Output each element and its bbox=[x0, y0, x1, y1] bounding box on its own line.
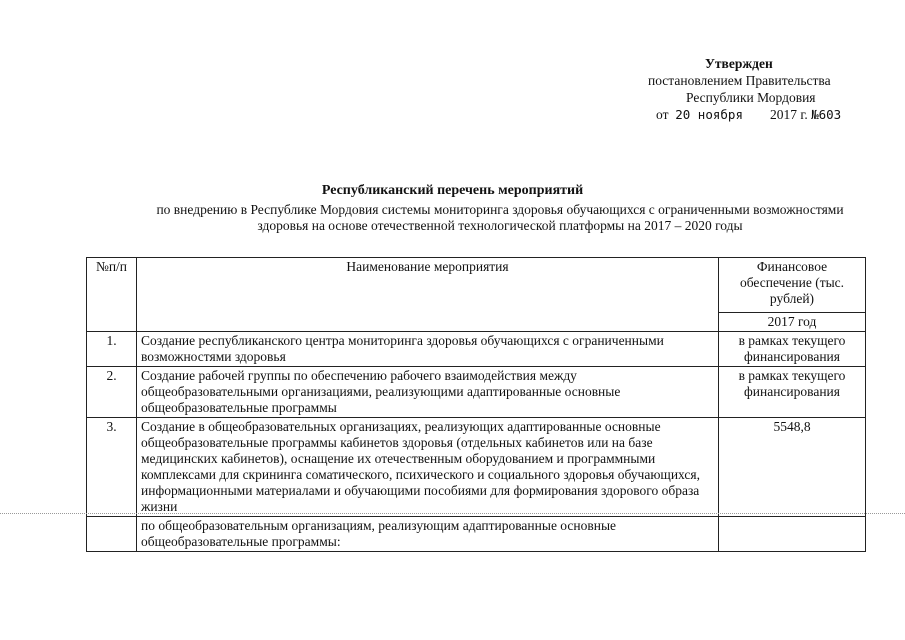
approval-date-line bbox=[656, 107, 841, 123]
row-name: Создание в общеобразовательных организациях, реализующих адаптированные основные общеобразовательные программы кабинетов здоровья (отдельных кабинетов или на базе медицинских кабинетов), оснащение их отечественным оборудованием и программными комплексами для скрининга соматического, психического и социального здоровья обучающихся, информационными материалами и обучающими пособиями для формирования здорового образа жизни bbox=[137, 418, 719, 517]
header-name: Наименование мероприятия bbox=[137, 258, 719, 332]
header-finance: Финансовое обеспечение (тыс. рублей) bbox=[719, 258, 866, 313]
row-num: 2. bbox=[87, 367, 137, 418]
header-num: №п/п bbox=[87, 258, 137, 332]
row-finance: в рамках текущего финансирования bbox=[719, 332, 866, 367]
page-break-line bbox=[0, 513, 905, 514]
row-name: Создание республиканского центра мониторинга здоровья обучающихся с ограниченными возможностями здоровья bbox=[137, 332, 719, 367]
date-handwritten: 20 ноября bbox=[675, 107, 743, 122]
date-prefix: от bbox=[656, 107, 669, 122]
table-header-row bbox=[87, 258, 866, 313]
row-num: 1. bbox=[87, 332, 137, 367]
row-finance bbox=[719, 517, 866, 552]
row-name: Создание рабочей группы по обеспечению рабочего взаимодействия между общеобразовательными организациями, реализующими адаптированные основные общеобразовательные программы bbox=[137, 367, 719, 418]
row-name: по общеобразовательным организациям, реализующим адаптированные основные общеобразовательные программы: bbox=[137, 517, 719, 552]
approval-line-2: Республики Мордовия bbox=[686, 90, 816, 105]
row-num: 3. bbox=[87, 418, 137, 517]
document-subtitle: по внедрению в Республике Мордовия системы мониторинга здоровья обучающихся с ограниченными возможностями здоровья на основе отечественной технологической платформы на 2017 – 2020 годы bbox=[156, 202, 844, 233]
table-row bbox=[87, 332, 866, 367]
row-num bbox=[87, 517, 137, 552]
row-finance: в рамках текущего финансирования bbox=[719, 367, 866, 418]
table-row bbox=[87, 517, 866, 552]
approval-line-1: постановлением Правительства bbox=[648, 73, 831, 88]
measures-table bbox=[86, 257, 866, 552]
date-year: 2017 г. bbox=[769, 107, 808, 122]
approval-title: Утвержден bbox=[705, 56, 773, 71]
document-title: Республиканский перечень мероприятий bbox=[321, 183, 584, 198]
table-row bbox=[87, 367, 866, 418]
table-row bbox=[87, 418, 866, 517]
doc-number: №603 bbox=[811, 107, 842, 122]
header-year: 2017 год bbox=[719, 313, 866, 332]
row-finance: 5548,8 bbox=[719, 418, 866, 517]
